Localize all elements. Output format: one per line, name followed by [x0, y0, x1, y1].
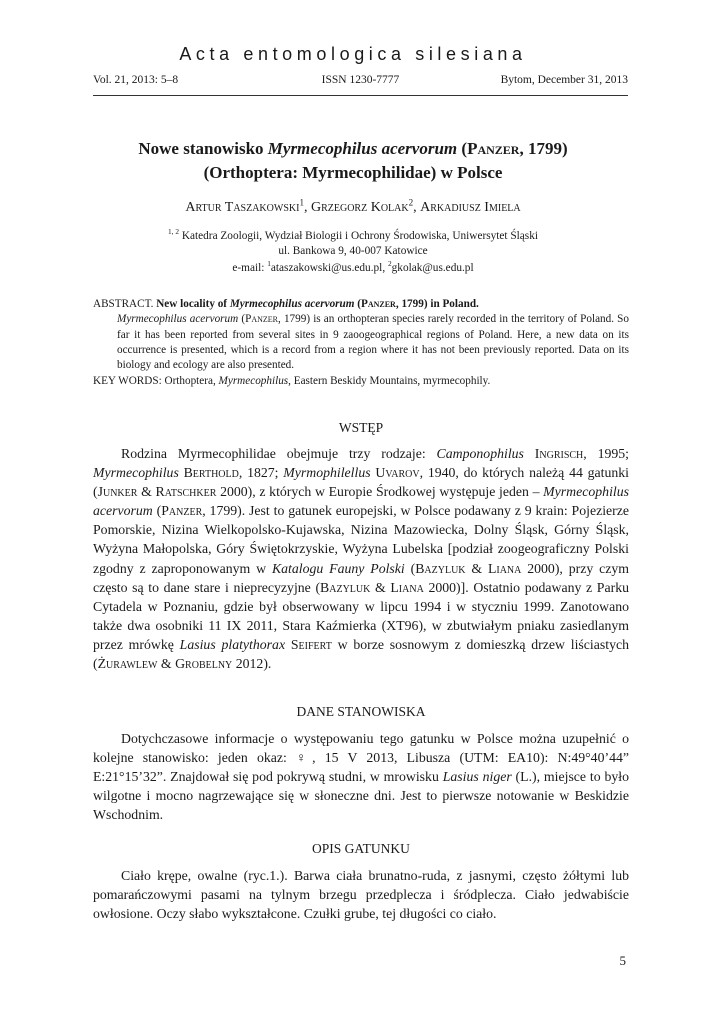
page-number: 5 [619, 953, 626, 968]
abstract-heading-author: Panzer [361, 298, 396, 310]
section-body-wstep [93, 444, 629, 673]
affiliation-line-2: ul. Bankowa 9, 40-007 Katowice [278, 244, 428, 257]
abstract-label: ABSTRACT. [93, 298, 157, 310]
text-run: 2012). [232, 656, 272, 672]
affiliation-line-1 [60, 229, 646, 244]
author-2-sup: 2 [408, 197, 414, 208]
email-label: e-mail: [232, 262, 268, 274]
text-run: Katalogu Fauny Polski [271, 560, 405, 576]
text-run: Ingrisch [534, 446, 584, 461]
text-run: Seifert [290, 636, 332, 652]
paragraph [93, 444, 629, 673]
title-year: , 1799) [519, 139, 568, 158]
place-date: Bytom, December 31, 2013 [500, 74, 628, 86]
text-run: ( [404, 560, 416, 576]
abstract-heading-species: Myrmecophilus acervorum [229, 298, 355, 310]
author-3: Arkadiusz Imiela [420, 200, 521, 215]
paragraph: Ciało krępe, owalne (ryc.1.). Barwa ciała brunatno-ruda, z jasnymi, często żółtymi lub pomarańczowymi pasami na tylnym brzegu przedplecza i śródplecza. Ciało jedwabiście owłosione. Oczy słabo wykształcone. Czułki grube, tej długości co ciało. [93, 868, 629, 922]
keywords-text-end: , Eastern Beskidy Mountains, myrmecophily. [288, 375, 491, 388]
email-1[interactable]: ataszakowski@us.edu.pl [270, 262, 383, 274]
text-run: 2000)]. Ostatnio podawany z Parku Cytadela w Poznaniu, gdzie był obserwowany w lipcu 1994 i w styczniu 1999. Zanotowano także dwa osobniki 11 IX 2011, Stara Kaźmierka (XT96), w zbutwiałym pniaku zasiedlanym przez mrówkę [93, 579, 629, 652]
text-run: Żurawlew [97, 656, 158, 672]
title-paren: ( [457, 139, 468, 158]
text-run: Grobelny [175, 656, 233, 672]
author-1-sup: 1 [299, 197, 304, 208]
text-run: Panzer [161, 503, 203, 519]
email-2-sup: 2 [387, 259, 392, 269]
email-2[interactable]: gkolak@us.edu.pl [391, 262, 474, 274]
abstract-heading-text: New locality of [156, 298, 230, 310]
text-run: , 1995; [583, 446, 630, 461]
abstract-body-author: Panzer [245, 313, 278, 326]
text-run: Junker [97, 484, 138, 500]
text-run: 2000), przy czym często są to dane stare i nieprecyzyjne ( [93, 560, 629, 595]
issn: ISSN 1230-7777 [321, 74, 400, 86]
text-run: Rodzina Myrmecophilidae obejmuje trzy rodzaje: [121, 446, 437, 461]
affiliation-sup: 1, 2 [168, 227, 179, 237]
abstract-body-paren: ( [238, 313, 246, 326]
text-run: Bazyluk [415, 560, 466, 576]
text-run: , 1827; [238, 465, 284, 481]
text-run: Camponophilus [436, 446, 524, 461]
text-run: , 1940, do których należą 44 gatunki ( [93, 465, 629, 500]
header-rule [93, 95, 628, 96]
text-run: & [157, 656, 176, 672]
text-run: w borze sosnowym z domieszką drzew liściastych ( [93, 636, 629, 672]
text-run: Ratschker [155, 484, 217, 500]
journal-meta-line [93, 74, 628, 90]
authors [60, 197, 646, 216]
text-run: Myrmecophilus acervorum [93, 484, 629, 519]
text-run: Liana [487, 560, 522, 576]
title-line-1 [60, 137, 646, 161]
keywords-text: Orthoptera, [164, 375, 219, 388]
text-run: & [465, 560, 488, 576]
title-line-2: (Orthoptera: Myrmecophilidae) w Polsce [203, 163, 503, 182]
text-run: Myrmophilellus [283, 465, 371, 481]
abstract-heading-paren: ( [354, 298, 361, 310]
author-2: Grzegorz Kolak [310, 200, 409, 215]
section-heading-opis: OPIS GATUNKU [312, 841, 410, 856]
email-1-sup: 1 [267, 259, 271, 269]
text-run: ( [152, 503, 162, 519]
text-run: Lasius platythorax [179, 636, 286, 652]
keywords-genus: Myrmecophilus [218, 375, 289, 388]
abstract-heading [93, 297, 629, 312]
author-sep: , [303, 200, 311, 215]
title-species: Myrmecophilus acervorum [267, 139, 458, 158]
text-run: Berthold [183, 465, 239, 481]
abstract-heading-year: , 1799) in Poland. [395, 298, 479, 310]
abstract-body-species: Myrmecophilus acervorum [117, 313, 239, 326]
section-body-opis [93, 866, 629, 923]
section-heading-wstep: WSTĘP [338, 420, 384, 435]
keywords [93, 374, 629, 389]
title-author: Panzer [467, 139, 520, 158]
text-run: Liana [390, 579, 424, 595]
text-run: 2000), z których w Europie Środkowej występuje jeden – [216, 484, 544, 500]
abstract-body-text: , 1799) is an orthopteran species rarely recorded in the territory of Poland. So far it has been reported from several sites in 9 zaoogeographical regions of Poland. Here, a new data on its occurrence is presented, which is a record from a region where it has not been previously reported. Data on its biology and ecology are also presented. [117, 313, 630, 372]
volume-info: Vol. 21, 2013: 5–8 [93, 74, 179, 86]
text-run: & [137, 484, 156, 500]
author-sep: , [413, 200, 421, 215]
text-run: Lasius niger [442, 769, 512, 785]
text-run: Uvarov [375, 465, 420, 481]
affiliation [60, 229, 646, 258]
title-text: Nowe stanowisko [138, 139, 268, 158]
section-body-dane [93, 729, 629, 824]
keywords-label: KEY WORDS: [93, 375, 165, 388]
abstract-block [93, 297, 629, 390]
text-run: Myrmecophilus [93, 465, 179, 481]
abstract-body [117, 312, 629, 373]
section-heading-dane: DANE STANOWISKA [296, 704, 426, 719]
affiliation-institution: Katedra Zoologii, Wydział Biologii i Ochrony Środowiska, Uniwersytet Śląski [181, 230, 538, 242]
text-run: & [370, 579, 391, 595]
text-run: Bazyluk [320, 579, 371, 595]
email-line: e-mail: $^1$ataszakowski@us.edu.pl, $^2$gkolak@us.edu.pl [232, 259, 474, 274]
author-1: Artur Taszakowski [185, 200, 300, 215]
paragraph [93, 729, 629, 824]
journal-title: Acta entomologica silesiana [179, 44, 527, 64]
text-run: , 1799). Jest to gatunek europejski, w Polsce podawany z 9 krain: Pojezierze Pomorskie, Nizina Wielkopolsko-Kujawska, Nizina Mazowiecka, Dolny Śląsk, Górny Śląsk, Wyżyna Małopolska, Góry Świętokrzyskie, Wyżyna Lubelska [podział zoogeograficzny Polski zgodny z zaproponowanym w [93, 503, 629, 576]
text-run: (L.), miejsce to było wilgotne i mocno nagrzewające się w słoneczne dni. Jest to pierwsze notowanie w Beskidzie Wschodnim. [93, 769, 629, 823]
text-run: Dotychczasowe informacje o występowaniu tego gatunku w Polsce można uzupełnić o kolejne stanowisko: jeden okaz: ♀, 15 V 2013, Libusza (UTM: EA10): N:49°40’44” E:21°15’32”. Znajdował się pod pokrywą studni, w mrowisku [93, 731, 629, 785]
article-title [60, 137, 646, 185]
